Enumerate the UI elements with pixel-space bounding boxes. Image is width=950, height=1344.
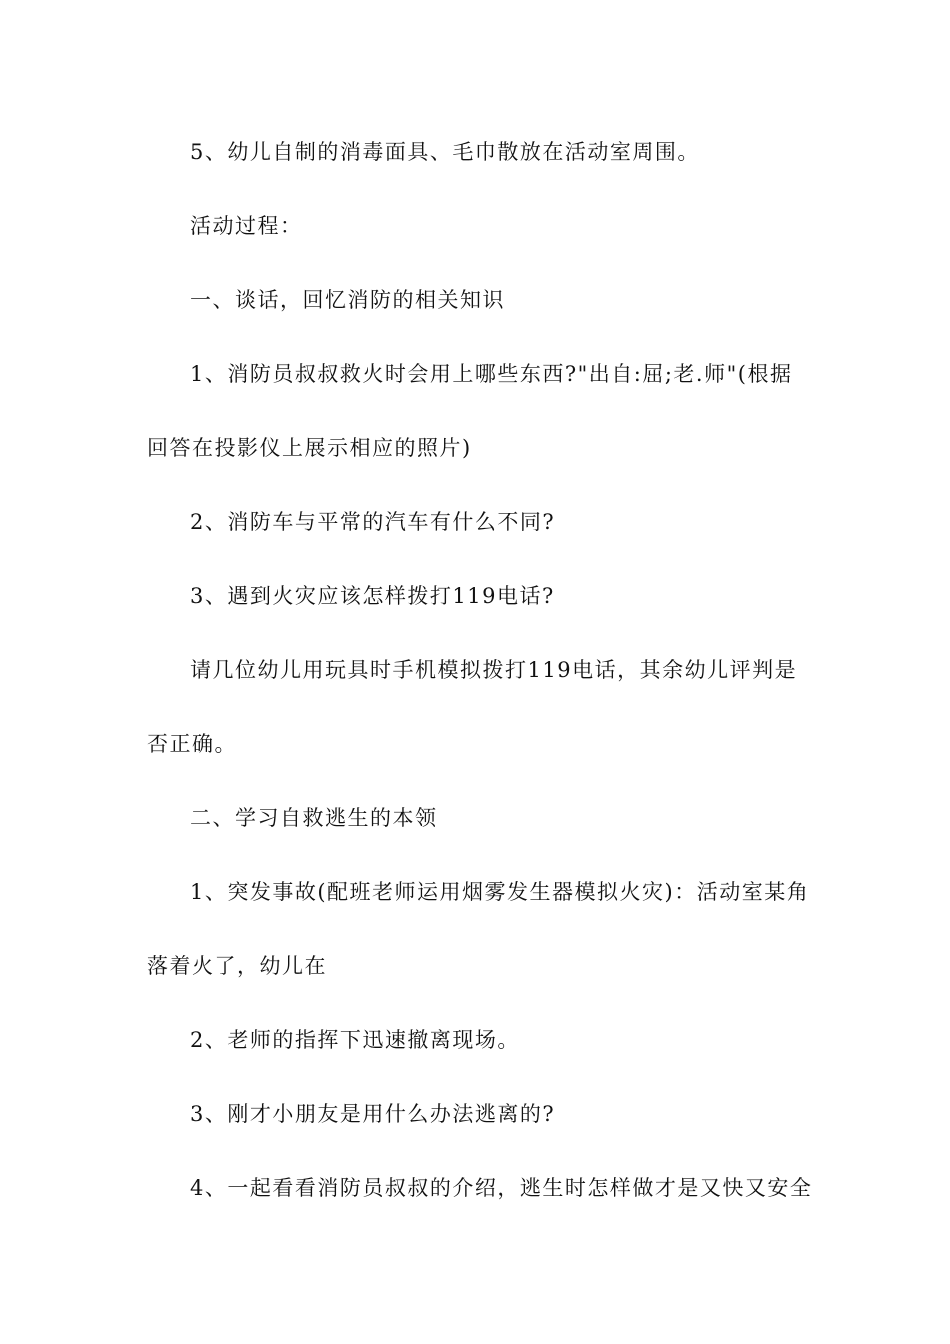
section-heading: 活动过程： xyxy=(190,214,303,238)
paragraph-line: 否正确。 xyxy=(147,732,237,756)
paragraph-line: 4、一起看看消防员叔叔的介绍，逃生时怎样做才是又快又安全 xyxy=(190,1176,813,1200)
section-heading: 二、学习自救逃生的本领 xyxy=(190,806,438,830)
paragraph-line: 5、幼儿自制的消毒面具、毛巾散放在活动室周围。 xyxy=(190,140,700,164)
paragraph-line: 请几位幼儿用玩具时手机模拟拨打119电话，其余幼儿评判是 xyxy=(190,658,798,682)
paragraph-line: 落着火了，幼儿在 xyxy=(147,954,327,978)
paragraph-line: 2、消防车与平常的汽车有什么不同? xyxy=(190,510,556,534)
section-heading: 一、谈话，回忆消防的相关知识 xyxy=(190,288,505,312)
paragraph-line: 1、突发事故(配班老师运用烟雾发生器模拟火灾)：活动室某角 xyxy=(190,880,810,904)
paragraph-line: 3、遇到火灾应该怎样拨打119电话? xyxy=(190,584,555,608)
paragraph-line: 3、刚才小朋友是用什么办法逃离的? xyxy=(190,1102,556,1126)
paragraph-line: 回答在投影仪上展示相应的照片) xyxy=(147,436,472,460)
paragraph-line: 2、老师的指挥下迅速撤离现场。 xyxy=(190,1028,520,1052)
paragraph-line: 1、消防员叔叔救火时会用上哪些东西?"出自:屈;老.师"(根据 xyxy=(190,362,793,386)
